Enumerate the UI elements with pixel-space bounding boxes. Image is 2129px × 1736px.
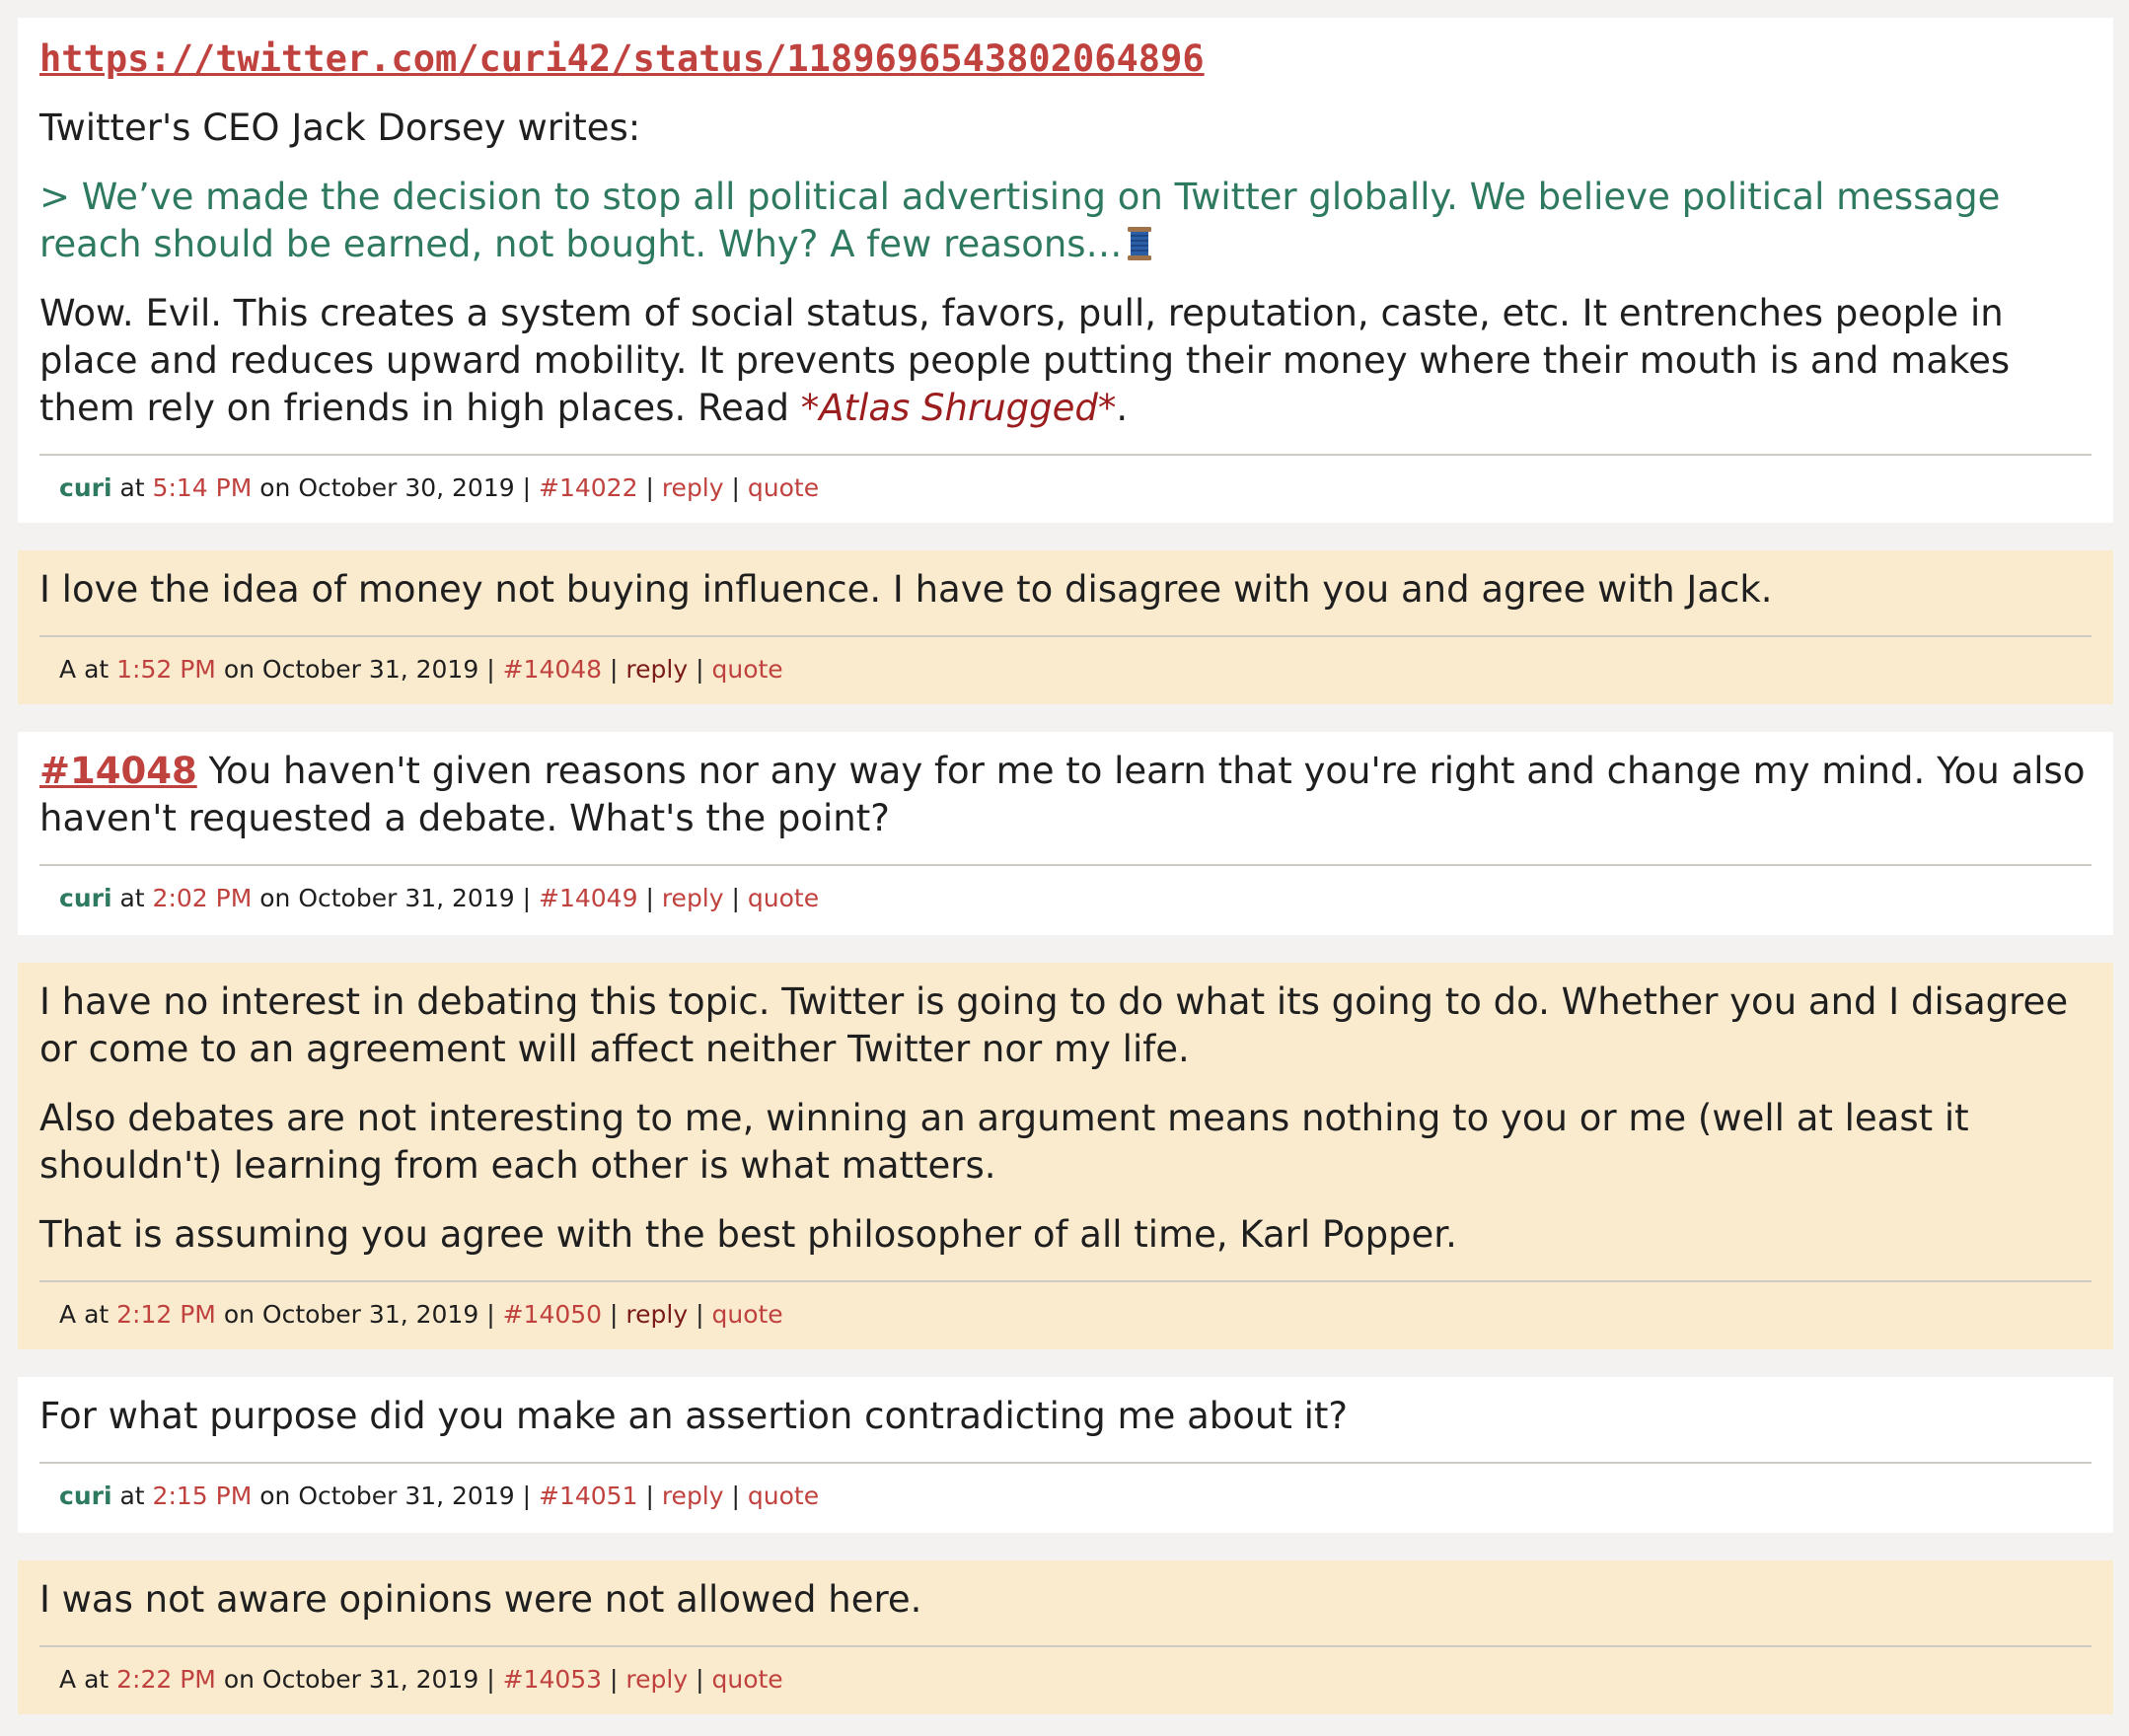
quote-link[interactable]: quote bbox=[747, 1482, 820, 1510]
separator: | bbox=[522, 884, 532, 912]
reply-link[interactable]: reply bbox=[625, 655, 689, 684]
blockquote bbox=[39, 174, 2092, 268]
separator: | bbox=[610, 655, 619, 684]
comment-id-link[interactable]: #14051 bbox=[539, 1482, 638, 1510]
body-paragraph: I was not aware opinions were not allowed here. bbox=[39, 1578, 922, 1621]
comment-meta bbox=[39, 864, 2092, 912]
author-name[interactable]: curi bbox=[59, 473, 112, 502]
author-name: A bbox=[59, 1665, 77, 1694]
body-paragraph: I love the idea of money not buying influence. I have to disagree with you and agree with Jack. bbox=[39, 568, 1773, 611]
separator: | bbox=[696, 1300, 704, 1329]
separator: | bbox=[731, 473, 740, 502]
quote-link[interactable]: quote bbox=[747, 884, 820, 912]
author-name[interactable]: curi bbox=[59, 884, 112, 912]
reply-link[interactable]: reply bbox=[661, 473, 724, 502]
separator: | bbox=[522, 1482, 532, 1510]
quote-link[interactable]: quote bbox=[711, 1300, 783, 1329]
author-name: A bbox=[59, 655, 77, 684]
comment-meta bbox=[39, 635, 2092, 684]
body-text: Wow. Evil. This creates a system of social status, favors, pull, reputation, caste, etc. It entrenches people in place and reduces upward mobility. It prevents people putting their money where their mouth is and makes them rely on friends in high places. Read bbox=[39, 292, 2011, 429]
separator: | bbox=[696, 655, 704, 684]
comment-body bbox=[39, 566, 2092, 614]
comment-body bbox=[39, 36, 2092, 432]
separator: | bbox=[486, 1665, 495, 1694]
meta-date: on October 31, 2019 bbox=[223, 655, 479, 684]
book-title-emphasis: *Atlas Shrugged* bbox=[800, 387, 1117, 429]
meta-date: on October 31, 2019 bbox=[223, 1300, 479, 1329]
body-text: . bbox=[1116, 387, 1129, 429]
body-paragraph: For what purpose did you make an assertion contradicting me about it? bbox=[39, 1395, 1349, 1437]
spool-of-thread-icon bbox=[1127, 226, 1152, 261]
reference-link[interactable]: #14048 bbox=[39, 750, 197, 792]
body-text: You haven't given reasons nor any way for me to learn that you're right and change my mind. You also haven't requested a debate. What's the point? bbox=[39, 750, 2086, 839]
comment-14022 bbox=[18, 18, 2113, 523]
comment-meta bbox=[39, 1645, 2092, 1694]
separator: | bbox=[610, 1665, 619, 1694]
time-link[interactable]: 2:12 PM bbox=[116, 1300, 216, 1329]
quote-link[interactable]: quote bbox=[747, 473, 820, 502]
comment-meta bbox=[39, 1462, 2092, 1510]
time-link[interactable]: 5:14 PM bbox=[152, 473, 253, 502]
meta-at: at bbox=[84, 1665, 110, 1694]
meta-at: at bbox=[84, 1300, 110, 1329]
time-link[interactable]: 2:22 PM bbox=[116, 1665, 216, 1694]
author-name: A bbox=[59, 1300, 77, 1329]
comment-body bbox=[39, 1576, 2092, 1624]
time-link[interactable]: 2:02 PM bbox=[152, 884, 253, 912]
time-link[interactable]: 2:15 PM bbox=[152, 1482, 253, 1510]
reply-link[interactable]: reply bbox=[661, 1482, 724, 1510]
separator: | bbox=[645, 473, 654, 502]
comment-meta bbox=[39, 1280, 2092, 1329]
meta-at: at bbox=[84, 655, 110, 684]
separator: | bbox=[486, 1300, 495, 1329]
separator: | bbox=[486, 655, 495, 684]
comment-body bbox=[39, 748, 2092, 842]
reply-link[interactable]: reply bbox=[625, 1665, 689, 1694]
comment-14050 bbox=[18, 963, 2113, 1349]
tweet-link[interactable]: https://twitter.com/curi42/status/1189696543802064896 bbox=[39, 37, 1205, 80]
comment-body bbox=[39, 1393, 2092, 1440]
comment-id-link[interactable]: #14053 bbox=[502, 1665, 603, 1694]
separator: | bbox=[645, 884, 654, 912]
comment-id-link[interactable]: #14050 bbox=[502, 1300, 603, 1329]
quote-link[interactable]: quote bbox=[711, 655, 783, 684]
body-paragraph: That is assuming you agree with the best philosopher of all time, Karl Popper. bbox=[39, 1213, 1457, 1256]
body-paragraph bbox=[39, 290, 2092, 432]
meta-date: on October 31, 2019 bbox=[259, 1482, 515, 1510]
author-name[interactable]: curi bbox=[59, 1482, 112, 1510]
comment-id-link[interactable]: #14022 bbox=[539, 473, 638, 502]
separator: | bbox=[731, 1482, 740, 1510]
separator: | bbox=[522, 473, 532, 502]
separator: | bbox=[731, 884, 740, 912]
body-paragraph bbox=[39, 748, 2092, 842]
reply-link[interactable]: reply bbox=[625, 1300, 689, 1329]
comment-14049 bbox=[18, 732, 2113, 935]
comment-id-link[interactable]: #14048 bbox=[502, 655, 603, 684]
comment-14051 bbox=[18, 1377, 2113, 1533]
comment-id-link[interactable]: #14049 bbox=[539, 884, 638, 912]
body-paragraph: Also debates are not interesting to me, winning an argument means nothing to you or me (well at least it shouldn't) learning from each other is what matters. bbox=[39, 1097, 1969, 1187]
comment-14048 bbox=[18, 550, 2113, 704]
meta-at: at bbox=[119, 1482, 145, 1510]
meta-date: on October 30, 2019 bbox=[259, 473, 515, 502]
meta-at: at bbox=[119, 884, 145, 912]
separator: | bbox=[645, 1482, 654, 1510]
meta-at: at bbox=[119, 473, 145, 502]
comment-body bbox=[39, 978, 2092, 1259]
comment-meta bbox=[39, 454, 2092, 502]
quote-link[interactable]: quote bbox=[711, 1665, 783, 1694]
body-paragraph: Twitter's CEO Jack Dorsey writes: bbox=[39, 107, 641, 149]
comment-14053 bbox=[18, 1560, 2113, 1714]
body-paragraph: I have no interest in debating this topic. Twitter is going to do what its going to do. Whether you and I disagree or come to an agreement will affect neither Twitter nor my life. bbox=[39, 980, 2069, 1070]
separator: | bbox=[610, 1300, 619, 1329]
quote-text: > We’ve made the decision to stop all political advertising on Twitter globally. We believe political message reach should be earned, not bought. Why? A few reasons… bbox=[39, 176, 2001, 265]
meta-date: on October 31, 2019 bbox=[223, 1665, 479, 1694]
separator: | bbox=[696, 1665, 704, 1694]
meta-date: on October 31, 2019 bbox=[259, 884, 515, 912]
reply-link[interactable]: reply bbox=[661, 884, 724, 912]
time-link[interactable]: 1:52 PM bbox=[116, 655, 216, 684]
